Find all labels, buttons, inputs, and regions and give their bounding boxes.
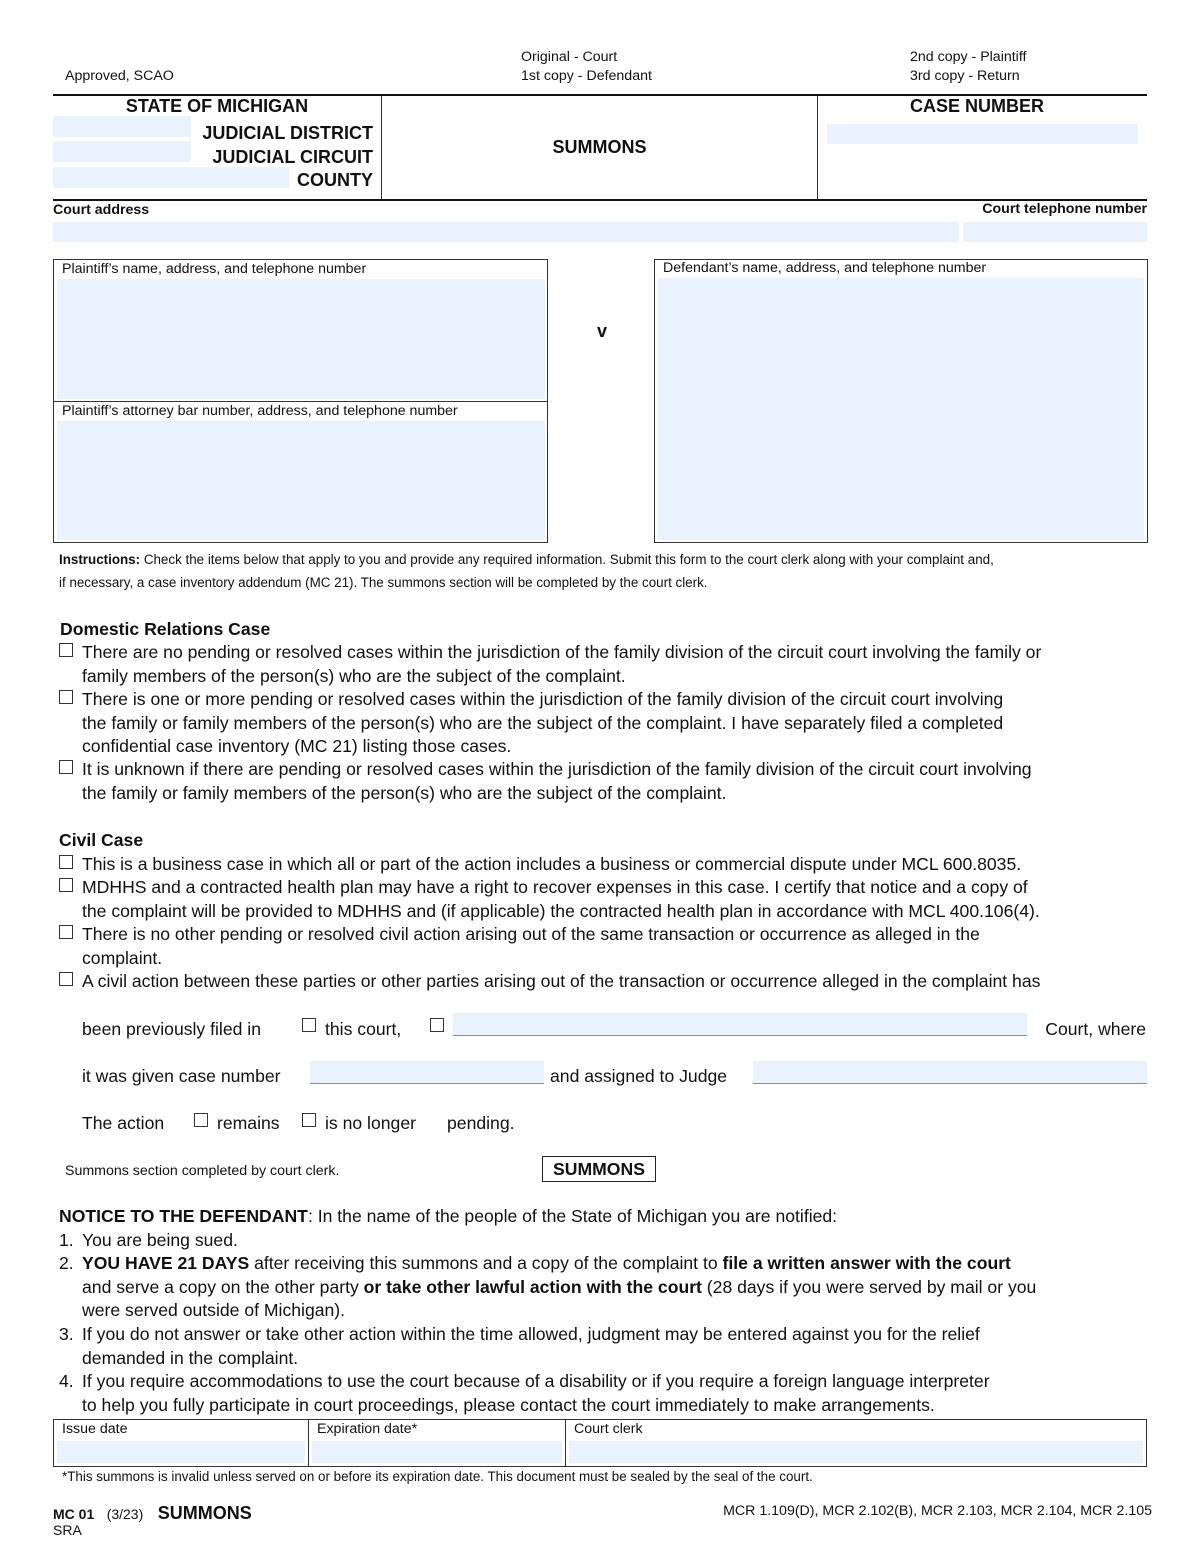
remains-text: remains	[217, 1113, 280, 1133]
copy-third: 3rd copy - Return	[910, 68, 1020, 84]
domestic-option-3-checkbox[interactable]	[59, 760, 73, 774]
civil-option-3-text	[82, 923, 1152, 970]
circuit-label: JUDICIAL CIRCUIT	[212, 147, 373, 167]
civil-heading: Civil Case	[59, 830, 144, 850]
court-phone-label: Court telephone number	[982, 201, 1147, 217]
domestic-option-1-line-b: family members of the person(s) who are the subject of the complaint.	[82, 665, 626, 686]
civil-option-4-checkbox[interactable]	[59, 972, 73, 986]
notice-item-2-text-3: (28 days if you were served by mail or you	[701, 1276, 1037, 1297]
attorney-label: Plaintiff’s attorney bar number, address, and telephone number	[62, 403, 458, 419]
court-address-field[interactable]	[53, 222, 959, 242]
civil-option-4-text: A civil action between these parties or other parties arising out of the transaction or occurrence alleged in the complaint has	[82, 971, 1041, 991]
civil-option-2-checkbox[interactable]	[59, 878, 73, 892]
notice-line	[59, 1205, 837, 1229]
no-longer-checkbox[interactable]	[302, 1113, 316, 1127]
plaintiff-field[interactable]	[57, 279, 545, 399]
notice-item-1: You are being sued.	[82, 1230, 238, 1250]
case-number-field[interactable]	[827, 124, 1138, 144]
assigned-judge-text: and assigned to Judge	[550, 1066, 728, 1086]
instructions-text-1: Check the items below that apply to you and provide any required information. Submit this form to the court clerk along with your complaint and,	[140, 552, 994, 567]
issue-date-field[interactable]	[57, 1441, 305, 1463]
expiration-date-label: Expiration date*	[317, 1421, 418, 1437]
notice-item-2-bold-3: or take other lawful action with the court	[363, 1276, 702, 1297]
expiration-date-field[interactable]	[312, 1441, 562, 1463]
copy-first: 1st copy - Defendant	[521, 68, 652, 84]
this-court-checkbox[interactable]	[302, 1018, 316, 1032]
court-where-text: Court, where	[1045, 1019, 1146, 1039]
notice-item-2-number: 2.	[59, 1253, 74, 1273]
civil-option-3-line-b: complaint.	[82, 947, 163, 968]
prev-filed-text: been previously filed in	[82, 1019, 261, 1039]
judge-field[interactable]	[753, 1061, 1147, 1084]
given-case-text: it was given case number	[82, 1066, 281, 1086]
notice-item-2-bold-2: file a written answer with the court	[722, 1253, 1011, 1273]
other-court-checkbox[interactable]	[430, 1018, 444, 1032]
footer-rules: MCR 1.109(D), MCR 2.102(B), MCR 2.103, MCR 2.104, MCR 2.105	[723, 1503, 1152, 1519]
copy-second: 2nd copy - Plaintiff	[910, 49, 1027, 65]
footer-sra: SRA	[53, 1522, 82, 1538]
domestic-option-3-line-b: the family or family members of the person(s) who are the subject of the complaint.	[82, 782, 727, 803]
domestic-option-1-line-a: There are no pending or resolved cases within the jurisdiction of the family division of the circuit court involving the family or	[82, 642, 1042, 662]
county-label: COUNTY	[297, 170, 373, 190]
civil-option-3-checkbox[interactable]	[59, 925, 73, 939]
court-clerk-field[interactable]	[569, 1441, 1143, 1463]
domestic-option-2-line-a: There is one or more pending or resolved cases within the jurisdiction of the family division of the circuit court involving	[82, 689, 1004, 709]
domestic-option-2-checkbox[interactable]	[59, 690, 73, 704]
issue-table-divider-1	[308, 1419, 309, 1467]
prior-case-number-field[interactable]	[310, 1061, 544, 1084]
domestic-option-2-text	[82, 688, 1152, 759]
civil-option-2-line-a: MDHHS and a contracted health plan may have a right to recover expenses in this case. I certify that notice and a copy of	[82, 877, 1028, 897]
civil-option-1-text: This is a business case in which all or part of the action includes a business or commercial dispute under MCL 600.8035.	[82, 854, 1022, 874]
footer-revision: (3/23)	[106, 1506, 144, 1522]
notice-item-2-text-1: after receiving this summons and a copy of the complaint to	[249, 1253, 723, 1273]
approved-text: Approved, SCAO	[65, 68, 174, 84]
issue-date-label: Issue date	[62, 1421, 128, 1437]
footnote: *This summons is invalid unless served on or before its expiration date. This document must be sealed by the seal of the court.	[62, 1469, 813, 1484]
instructions-line-2: if necessary, a case inventory addendum (MC 21). The summons section will be completed by the court clerk.	[59, 575, 708, 590]
domestic-option-1-text	[82, 641, 1152, 688]
district-label: JUDICIAL DISTRICT	[202, 123, 373, 143]
notice-item-3-line-b: demanded in the complaint.	[82, 1347, 299, 1368]
footer-form-title: SUMMONS	[157, 1503, 252, 1523]
no-longer-text: is no longer	[325, 1113, 416, 1133]
defendant-label: Defendant’s name, address, and telephone number	[663, 260, 987, 276]
notice-item-1-number: 1.	[59, 1230, 74, 1250]
versus-text: v	[597, 321, 608, 341]
notice-item-2-text-2: and serve a copy on the other party	[82, 1276, 364, 1297]
court-phone-field[interactable]	[963, 222, 1147, 242]
pending-text: pending.	[447, 1113, 515, 1133]
notice-item-2	[82, 1252, 1157, 1323]
domestic-option-2-line-b: the family or family members of the person(s) who are the subject of the complaint. I have separately filed a completed	[82, 712, 1004, 733]
notice-lead: NOTICE TO THE DEFENDANT	[59, 1206, 308, 1226]
instructions-lead: Instructions:	[59, 552, 141, 567]
footer-form-id	[53, 1503, 252, 1524]
case-number-label: CASE NUMBER	[909, 96, 1044, 116]
notice-item-3-number: 3.	[59, 1324, 74, 1344]
notice-item-3	[82, 1323, 1157, 1370]
form-title: SUMMONS	[552, 137, 647, 157]
civil-option-2-line-b: the complaint will be provided to MDHHS and (if applicable) the contracted health plan in accordance with MCL 400.106(4).	[82, 900, 1040, 921]
notice-item-4-line-b: to help you fully participate in court proceedings, please contact the court immediately to make arrangements.	[82, 1394, 935, 1415]
footer-form-code: MC 01	[53, 1506, 95, 1522]
defendant-field[interactable]	[658, 278, 1144, 540]
domestic-option-2-line-c: confidential case inventory (MC 21) listing those cases.	[82, 736, 512, 756]
court-address-label: Court address	[53, 202, 150, 218]
notice-item-2-text-4: were served outside of Michigan).	[82, 1300, 346, 1320]
civil-option-1-checkbox[interactable]	[59, 855, 73, 869]
plaintiff-divider	[53, 401, 548, 402]
notice-item-4-line-a: If you require accommodations to use the court because of a disability or if you require a foreign language interpreter	[82, 1371, 990, 1391]
attorney-field[interactable]	[57, 421, 545, 540]
this-court-text: this court,	[325, 1019, 402, 1039]
state-heading: STATE OF MICHIGAN	[125, 96, 309, 116]
domestic-option-1-checkbox[interactable]	[59, 643, 73, 657]
action-text: The action	[82, 1113, 165, 1133]
notice-item-3-line-a: If you do not answer or take other action within the time allowed, judgment may be entered against you for the relief	[82, 1324, 980, 1344]
notice-text: : In the name of the people of the State of Michigan you are notified:	[307, 1206, 838, 1226]
remains-checkbox[interactable]	[194, 1113, 208, 1127]
notice-item-4-number: 4.	[59, 1371, 74, 1391]
summons-heading: SUMMONS	[542, 1156, 656, 1182]
other-court-field[interactable]	[453, 1013, 1027, 1036]
plaintiff-label: Plaintiff’s name, address, and telephone number	[62, 261, 367, 277]
completed-by-text: Summons section completed by court clerk.	[65, 1163, 340, 1179]
domestic-option-3-line-a: It is unknown if there are pending or resolved cases within the jurisdiction of the family division of the circuit court involving	[82, 759, 1032, 779]
notice-item-4	[82, 1370, 1157, 1417]
domestic-heading: Domestic Relations Case	[60, 619, 271, 639]
civil-option-3-line-a: There is no other pending or resolved civil action arising out of the same transaction or occurrence as alleged in the	[82, 924, 980, 944]
court-clerk-label: Court clerk	[574, 1421, 643, 1437]
notice-item-2-bold-1: YOU HAVE 21 DAYS	[82, 1253, 250, 1273]
civil-option-2-text	[82, 876, 1152, 923]
issue-table-divider-2	[565, 1419, 566, 1467]
domestic-option-3-text	[82, 758, 1152, 805]
instructions-line-1	[59, 552, 1159, 567]
copy-original: Original - Court	[521, 49, 618, 65]
